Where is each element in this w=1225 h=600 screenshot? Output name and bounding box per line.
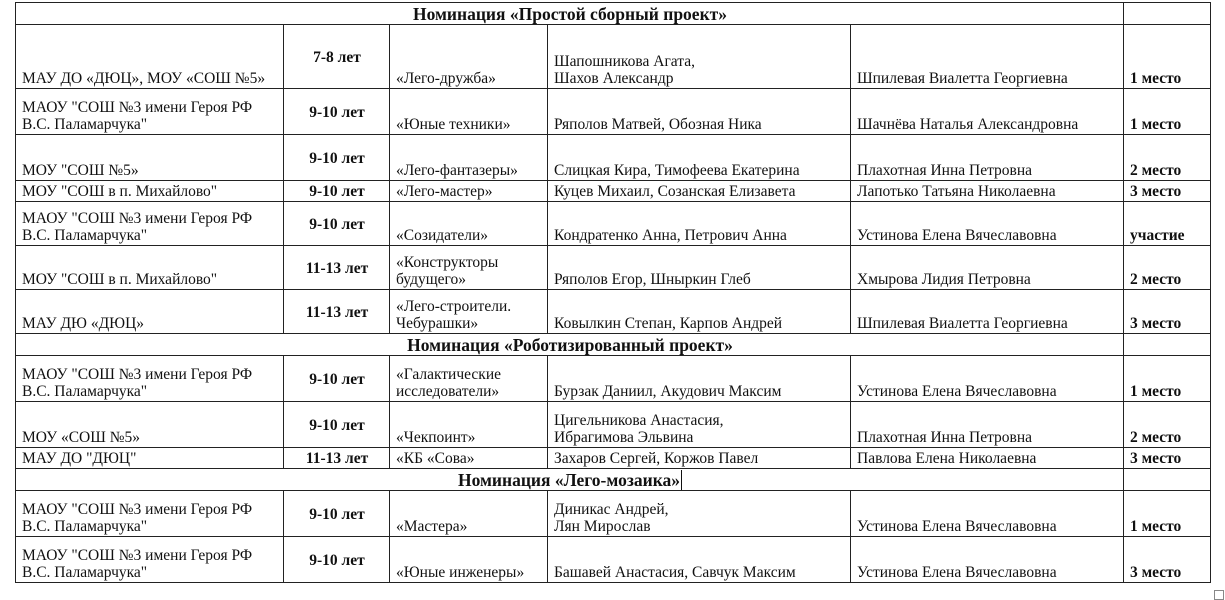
leader-cell: Хмырова Лидия Петровна	[851, 246, 1124, 290]
age-group-cell: 9-10 лет	[284, 491, 390, 537]
place-cell: 3 место	[1124, 290, 1211, 334]
organization-cell: МАОУ "СОШ №3 имени Героя РФ В.С. Паламарчука"	[16, 356, 284, 402]
place-cell: 3 место	[1124, 448, 1211, 469]
table-row	[16, 402, 1211, 448]
organization-cell: МАУ ДЮ «ДЮЦ»	[16, 290, 284, 334]
participants-cell: Шапошникова Агата, Шахов Александр	[548, 25, 851, 89]
table-row	[16, 290, 1211, 334]
leader-cell: Устинова Елена Вячеславовна	[851, 491, 1124, 537]
age-group-cell: 9-10 лет	[284, 89, 390, 135]
project-name-cell: «Лего-мастер»	[390, 181, 548, 202]
leader-cell: Павлова Елена Николаевна	[851, 448, 1124, 469]
age-group-cell: 9-10 лет	[284, 135, 390, 181]
leader-cell: Устинова Елена Вячеславовна	[851, 356, 1124, 402]
section-title-text: Номинация «Роботизированный проект»	[407, 334, 733, 355]
age-group-cell: 9-10 лет	[284, 181, 390, 202]
organization-cell: МОУ "СОШ №5»	[16, 135, 284, 181]
organization-cell: МАОУ "СОШ №3 имени Героя РФ В.С. Паламарчука"	[16, 89, 284, 135]
age-group-cell: 9-10 лет	[284, 537, 390, 583]
participants-cell: Куцев Михаил, Созанская Елизавета	[548, 181, 851, 202]
project-name-cell: «Лего-фантазеры»	[390, 135, 548, 181]
table-row	[16, 246, 1211, 290]
project-name-cell: «Мастера»	[390, 491, 548, 537]
participants-cell: Цигельникова Анастасия, Ибрагимова Эльвина	[548, 402, 851, 448]
place-cell: 1 место	[1124, 356, 1211, 402]
leader-cell: Шачнёва Наталья Александровна	[851, 89, 1124, 135]
project-name-cell: «Лего-дружба»	[390, 25, 548, 89]
organization-cell: МАОУ "СОШ №3 имени Героя РФ В.С. Паламарчука"	[16, 491, 284, 537]
table-row	[16, 537, 1211, 583]
leader-cell: Шпилевая Виалетта Георгиевна	[851, 290, 1124, 334]
section-title	[16, 469, 1124, 491]
organization-cell: МОУ "СОШ в п. Михайлово"	[16, 181, 284, 202]
age-group-cell: 11-13 лет	[284, 448, 390, 469]
participants-cell: Ряполов Матвей, Обозная Ника	[548, 89, 851, 135]
project-name-cell: «Галактические исследователи»	[390, 356, 548, 402]
organization-cell: МАОУ "СОШ №3 имени Героя РФ В.С. Паламарчука"	[16, 202, 284, 246]
project-name-cell: «КБ «Сова»	[390, 448, 548, 469]
place-cell: участие	[1124, 202, 1211, 246]
organization-cell: МАОУ "СОШ №3 имени Героя РФ В.С. Паламарчука"	[16, 537, 284, 583]
place-cell: 3 место	[1124, 537, 1211, 583]
section-title-text: Номинация «Простой сборный проект»	[412, 3, 727, 24]
organization-cell: МАУ ДО «ДЮЦ», МОУ «СОШ №5»	[16, 25, 284, 89]
table-row	[16, 181, 1211, 202]
participants-cell: Слицкая Кира, Тимофеева Екатерина	[548, 135, 851, 181]
table-row	[16, 135, 1211, 181]
place-cell: 1 место	[1124, 25, 1211, 89]
leader-cell: Лапотько Татьяна Николаевна	[851, 181, 1124, 202]
organization-cell: МАУ ДО "ДЮЦ"	[16, 448, 284, 469]
place-cell: 2 место	[1124, 135, 1211, 181]
project-name-cell: «Чекпоинт»	[390, 402, 548, 448]
section-title-place-cell	[1124, 469, 1211, 491]
table-row	[16, 89, 1211, 135]
leader-cell: Устинова Елена Вячеславовна	[851, 202, 1124, 246]
resize-handle[interactable]	[1214, 590, 1224, 600]
age-group-cell: 7-8 лет	[284, 25, 390, 89]
section-header-row	[16, 469, 1211, 491]
place-cell: 1 место	[1124, 491, 1211, 537]
section-header-row	[16, 334, 1211, 356]
section-title	[16, 334, 1124, 356]
age-group-cell: 11-13 лет	[284, 290, 390, 334]
section-title	[16, 3, 1124, 25]
participants-cell: Башавей Анастасия, Савчук Максим	[548, 537, 851, 583]
section-title-text: Номинация «Лего-мозаика»	[457, 469, 681, 490]
participants-cell: Кондратенко Анна, Петрович Анна	[548, 202, 851, 246]
organization-cell: МОУ «СОШ №5»	[16, 402, 284, 448]
table-row	[16, 448, 1211, 469]
organization-cell: МОУ "СОШ в п. Михайлово"	[16, 246, 284, 290]
participants-cell: Ряполов Егор, Шныркин Глеб	[548, 246, 851, 290]
participants-cell: Захаров Сергей, Коржов Павел	[548, 448, 851, 469]
leader-cell: Шпилевая Виалетта Георгиевна	[851, 25, 1124, 89]
project-name-cell: «Юные инженеры»	[390, 537, 548, 583]
section-title-place-cell	[1124, 334, 1211, 356]
place-cell: 2 место	[1124, 246, 1211, 290]
leader-cell: Устинова Елена Вячеславовна	[851, 537, 1124, 583]
age-group-cell: 9-10 лет	[284, 402, 390, 448]
table-row	[16, 25, 1211, 89]
age-group-cell: 9-10 лет	[284, 202, 390, 246]
table-row	[16, 491, 1211, 537]
results-table	[15, 2, 1211, 583]
leader-cell: Плахотная Инна Петровна	[851, 402, 1124, 448]
place-cell: 1 место	[1124, 89, 1211, 135]
place-cell: 2 место	[1124, 402, 1211, 448]
project-name-cell: «Конструкторы будущего»	[390, 246, 548, 290]
participants-cell: Бурзак Даниил, Акудович Максим	[548, 356, 851, 402]
table-row	[16, 356, 1211, 402]
section-header-row	[16, 3, 1211, 25]
participants-cell: Диникас Андрей, Лян Мирослав	[548, 491, 851, 537]
place-cell: 3 место	[1124, 181, 1211, 202]
leader-cell: Плахотная Инна Петровна	[851, 135, 1124, 181]
section-title-place-cell	[1124, 3, 1211, 25]
project-name-cell: «Созидатели»	[390, 202, 548, 246]
age-group-cell: 11-13 лет	[284, 246, 390, 290]
participants-cell: Ковылкин Степан, Карпов Андрей	[548, 290, 851, 334]
project-name-cell: «Юные техники»	[390, 89, 548, 135]
table-row	[16, 202, 1211, 246]
project-name-cell: «Лего-строители. Чебурашки»	[390, 290, 548, 334]
age-group-cell: 9-10 лет	[284, 356, 390, 402]
